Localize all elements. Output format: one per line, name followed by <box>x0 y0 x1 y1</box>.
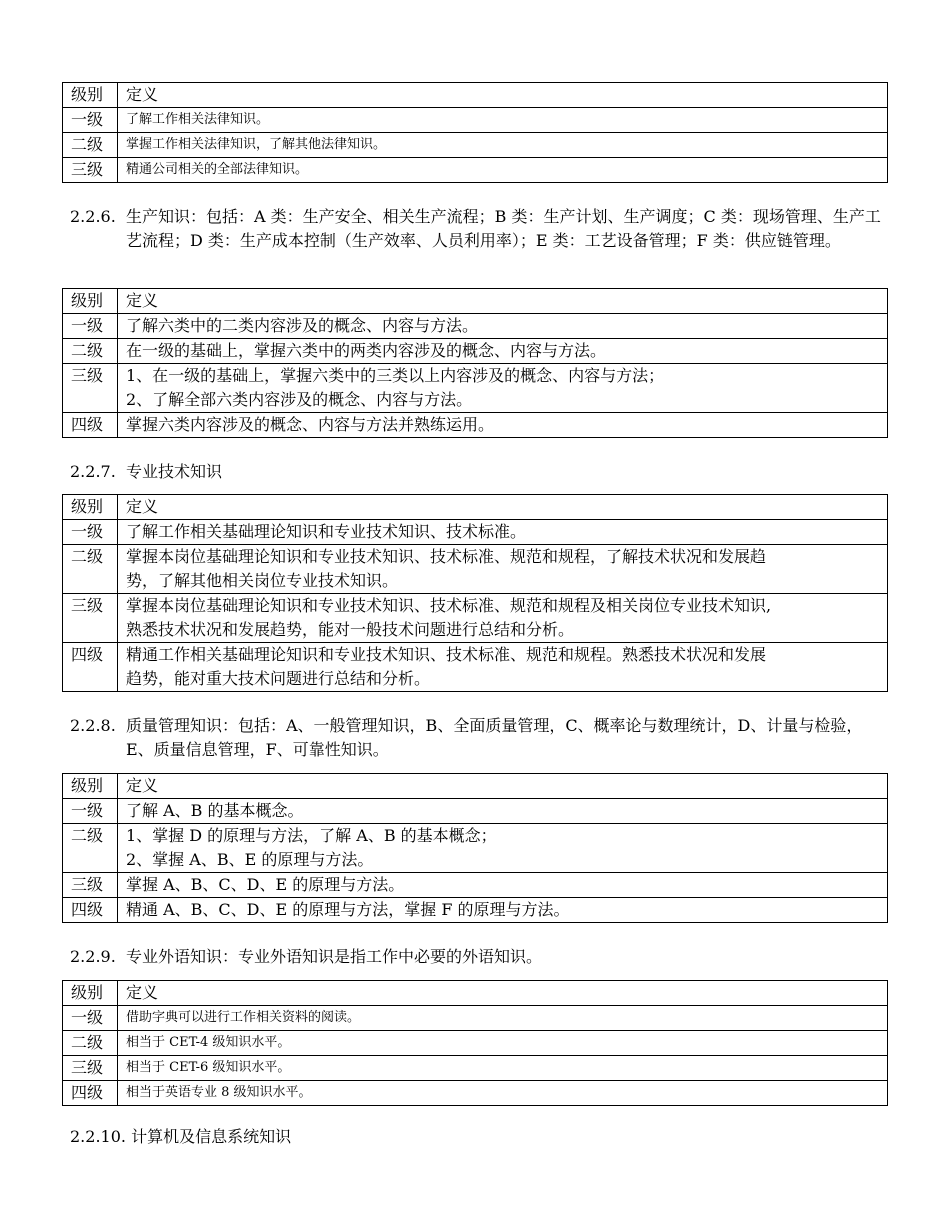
header-definition: 定义 <box>118 774 888 799</box>
table-header-row <box>63 495 888 520</box>
definition-line: 相当于 CET-6 级知识水平。 <box>126 1060 291 1075</box>
definition-line: 精通公司相关的全部法律知识。 <box>126 162 309 177</box>
definition-cell <box>118 520 888 545</box>
definition-line: 熟悉技术状况和发展趋势，能对一般技术问题进行总结和分析。 <box>126 620 575 639</box>
definition-cell <box>118 1031 888 1056</box>
definition-line: 掌握六类内容涉及的概念、内容与方法并熟练运用。 <box>126 415 495 434</box>
definition-line: 趋势，能对重大技术问题进行总结和分析。 <box>126 669 431 688</box>
definition-line: 借助字典可以进行工作相关资料的阅读。 <box>126 1010 361 1025</box>
section-text: 质量管理知识：包括：A、一般管理知识，B、全面质量管理，C、概率论与数理统计，D、计量与检验，E、质量信息管理，F、可靠性知识。 <box>126 716 863 759</box>
definition-line: 掌握本岗位基础理论知识和专业技术知识、技术标准、规范和规程及相关岗位专业技术知识, <box>126 596 772 615</box>
technical-knowledge-table <box>62 494 888 692</box>
table-row <box>63 158 888 183</box>
section-2-2-8-heading <box>70 714 890 762</box>
definition-line: 了解工作相关基础理论知识和专业技术知识、技术标准。 <box>126 522 527 541</box>
level-cell: 三级 <box>63 1056 118 1081</box>
level-cell: 二级 <box>63 339 118 364</box>
table-row <box>63 108 888 133</box>
level-cell: 一级 <box>63 520 118 545</box>
section-text: 专业技术知识 <box>126 462 223 481</box>
section-text: 专业外语知识：专业外语知识是指工作中必要的外语知识。 <box>126 947 543 966</box>
definition-cell <box>118 339 888 364</box>
definition-cell <box>118 413 888 438</box>
table-row <box>63 314 888 339</box>
level-cell: 一级 <box>63 1006 118 1031</box>
table-row <box>63 1006 888 1031</box>
definition-line: 1、在一级的基础上，掌握六类中的三类以上内容涉及的概念、内容与方法； <box>126 366 665 385</box>
production-knowledge-table <box>62 288 888 438</box>
definition-line: 掌握本岗位基础理论知识和专业技术知识、技术标准、规范和规程，了解技术状况和发展趋 <box>126 547 767 566</box>
level-cell: 一级 <box>63 108 118 133</box>
definition-cell <box>118 545 888 594</box>
definition-cell <box>118 643 888 692</box>
definition-line: 精通 A、B、C、D、E 的原理与方法，掌握 F 的原理与方法。 <box>126 900 570 919</box>
quality-knowledge-table <box>62 773 888 923</box>
level-cell: 四级 <box>63 1081 118 1106</box>
header-level: 级别 <box>63 774 118 799</box>
definition-line: 1、掌握 D 的原理与方法，了解 A、B 的基本概念； <box>126 826 497 845</box>
table-row <box>63 1031 888 1056</box>
definition-cell <box>118 133 888 158</box>
level-cell: 三级 <box>63 158 118 183</box>
table-row <box>63 873 888 898</box>
definition-cell <box>118 1056 888 1081</box>
section-number: 2.2.8. <box>70 716 116 735</box>
table-header-row <box>63 981 888 1006</box>
table-row <box>63 364 888 413</box>
level-cell: 三级 <box>63 364 118 413</box>
level-cell: 二级 <box>63 545 118 594</box>
definition-cell <box>118 898 888 923</box>
section-2-2-7-heading <box>70 460 890 484</box>
table-row <box>63 1081 888 1106</box>
table-row <box>63 594 888 643</box>
definition-cell <box>118 314 888 339</box>
header-definition: 定义 <box>118 495 888 520</box>
table-row <box>63 799 888 824</box>
definition-line: 了解 A、B 的基本概念。 <box>126 801 304 820</box>
table-row <box>63 1056 888 1081</box>
definition-cell <box>118 364 888 413</box>
definition-line: 2、了解全部六类内容涉及的概念、内容与方法。 <box>126 390 473 409</box>
section-2-2-6-heading <box>70 205 890 253</box>
level-cell: 二级 <box>63 133 118 158</box>
table-row <box>63 520 888 545</box>
level-cell: 四级 <box>63 643 118 692</box>
header-level: 级别 <box>63 83 118 108</box>
foreign-language-table <box>62 980 888 1106</box>
definition-cell <box>118 799 888 824</box>
definition-cell <box>118 108 888 133</box>
table-row <box>63 898 888 923</box>
definition-cell <box>118 158 888 183</box>
level-cell: 一级 <box>63 799 118 824</box>
table-header-row <box>63 289 888 314</box>
section-text: 2.2.10. 计算机及信息系统知识 <box>70 1127 292 1146</box>
definition-line: 势，了解其他相关岗位专业技术知识。 <box>126 571 399 590</box>
level-cell: 二级 <box>63 1031 118 1056</box>
header-level: 级别 <box>63 289 118 314</box>
definition-cell <box>118 1081 888 1106</box>
level-cell: 二级 <box>63 824 118 873</box>
definition-line: 掌握 A、B、C、D、E 的原理与方法。 <box>126 875 405 894</box>
table-row <box>63 545 888 594</box>
header-level: 级别 <box>63 981 118 1006</box>
section-text: 生产知识：包括：A 类：生产安全、相关生产流程；B 类：生产计划、生产调度；C 类：现场管理、生产工艺流程；D 类：生产成本控制（生产效率、人员利用率）；E 类：工艺设备管理；F 类：供应链管理。 <box>126 207 881 250</box>
definition-line: 了解六类中的二类内容涉及的概念、内容与方法。 <box>126 316 479 335</box>
definition-line: 了解工作相关法律知识。 <box>126 112 270 127</box>
definition-line: 掌握工作相关法律知识，了解其他法律知识。 <box>126 137 387 152</box>
definition-cell <box>118 873 888 898</box>
header-level: 级别 <box>63 495 118 520</box>
header-definition: 定义 <box>118 83 888 108</box>
level-cell: 一级 <box>63 314 118 339</box>
definition-cell <box>118 594 888 643</box>
section-number: 2.2.7. <box>70 462 116 481</box>
definition-line: 精通工作相关基础理论知识和专业技术知识、技术标准、规范和规程。熟悉技术状况和发展 <box>126 645 767 664</box>
header-definition: 定义 <box>118 981 888 1006</box>
definition-line: 相当于英语专业 8 级知识水平。 <box>126 1085 312 1100</box>
section-2-2-10-heading <box>70 1125 890 1149</box>
level-cell: 四级 <box>63 413 118 438</box>
table-row <box>63 133 888 158</box>
section-number: 2.2.9. <box>70 947 116 966</box>
level-cell: 四级 <box>63 898 118 923</box>
table-row <box>63 339 888 364</box>
table-row <box>63 413 888 438</box>
section-2-2-9-heading <box>70 945 890 969</box>
definition-line: 2、掌握 A、B、E 的原理与方法。 <box>126 850 374 869</box>
table-header-row <box>63 83 888 108</box>
definition-line: 在一级的基础上，掌握六类中的两类内容涉及的概念、内容与方法。 <box>126 341 607 360</box>
table-header-row <box>63 774 888 799</box>
section-number: 2.2.6. <box>70 207 116 226</box>
definition-line: 相当于 CET-4 级知识水平。 <box>126 1035 291 1050</box>
table-row <box>63 643 888 692</box>
definition-cell <box>118 1006 888 1031</box>
law-knowledge-table <box>62 82 888 183</box>
level-cell: 三级 <box>63 594 118 643</box>
header-definition: 定义 <box>118 289 888 314</box>
table-row <box>63 824 888 873</box>
definition-cell <box>118 824 888 873</box>
level-cell: 三级 <box>63 873 118 898</box>
